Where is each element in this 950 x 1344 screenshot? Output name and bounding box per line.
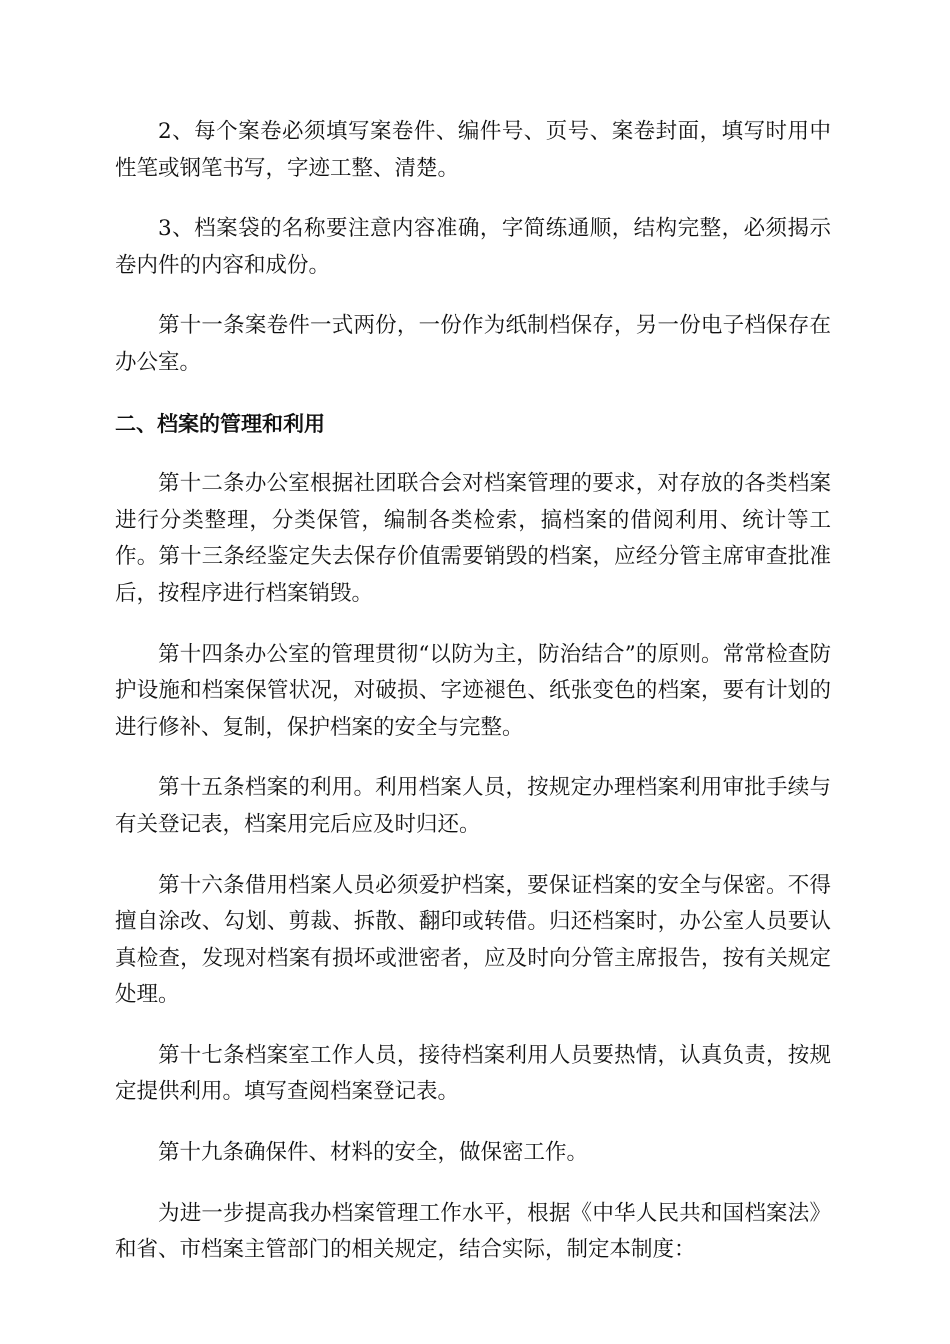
document-body xyxy=(115,114,831,1293)
paragraph-archive-bag-name: 3、档案袋的名称要注意内容准确，字简练通顺，结构完整，必须揭示卷内件的内容和成份。 xyxy=(115,216,831,278)
paragraph-case-file-fill: 2、每个案卷必须填写案卷件、编件号、页号、案卷封面，填写时用中性笔或钢笔书写，字迹工整、清楚。 xyxy=(115,119,831,181)
paragraph-intro-system: 为进一步提高我办档案管理工作水平，根据《中华人民共和国档案法》和省、市档案主管部门的相关规定，结合实际，制定本制度： xyxy=(115,1200,831,1263)
paragraph-article-14: 第十四条办公室的管理贯彻“以防为主，防治结合”的原则。常常检查防护设施和档案保管状况，对破损、字迹褪色、纸张变色的档案，要有计划的进行修补、复制，保护档案的安全与完整。 xyxy=(115,641,831,740)
paragraph-article-12-13: 第十二条办公室根据社团联合会对档案管理的要求，对存放的各类档案进行分类整理，分类保管，编制各类检索，搞档案的借阅利用、统计等工作。第十三条经鉴定失去保存价值需要销毁的档案，应经分管主席审查批准后，按程序进行档案销毁。 xyxy=(115,471,831,606)
paragraph-article-16: 第十六条借用档案人员必须爱护档案，要保证档案的安全与保密。不得擅自涂改、勾划、剪裁、拆散、翻印或转借。归还档案时，办公室人员要认真检查，发现对档案有损坏或泄密者，应及时向分管主席报告，按有关规定处理。 xyxy=(115,872,831,1008)
paragraph-article-17: 第十七条档案室工作人员，接待档案利用人员要热情，认真负责，按规定提供利用。填写查阅档案登记表。 xyxy=(115,1042,831,1105)
section-heading: 二、档案的管理和利用 xyxy=(115,411,325,436)
paragraph-article-11: 第十一条案卷件一式两份，一份作为纸制档保存，另一份电子档保存在办公室。 xyxy=(115,313,831,375)
paragraph-article-15: 第十五条档案的利用。利用档案人员，按规定办理档案利用审批手续与有关登记表，档案用完后应及时归还。 xyxy=(115,775,831,837)
paragraph-article-19: 第十九条确保件、材料的安全，做保密工作。 xyxy=(158,1140,589,1166)
